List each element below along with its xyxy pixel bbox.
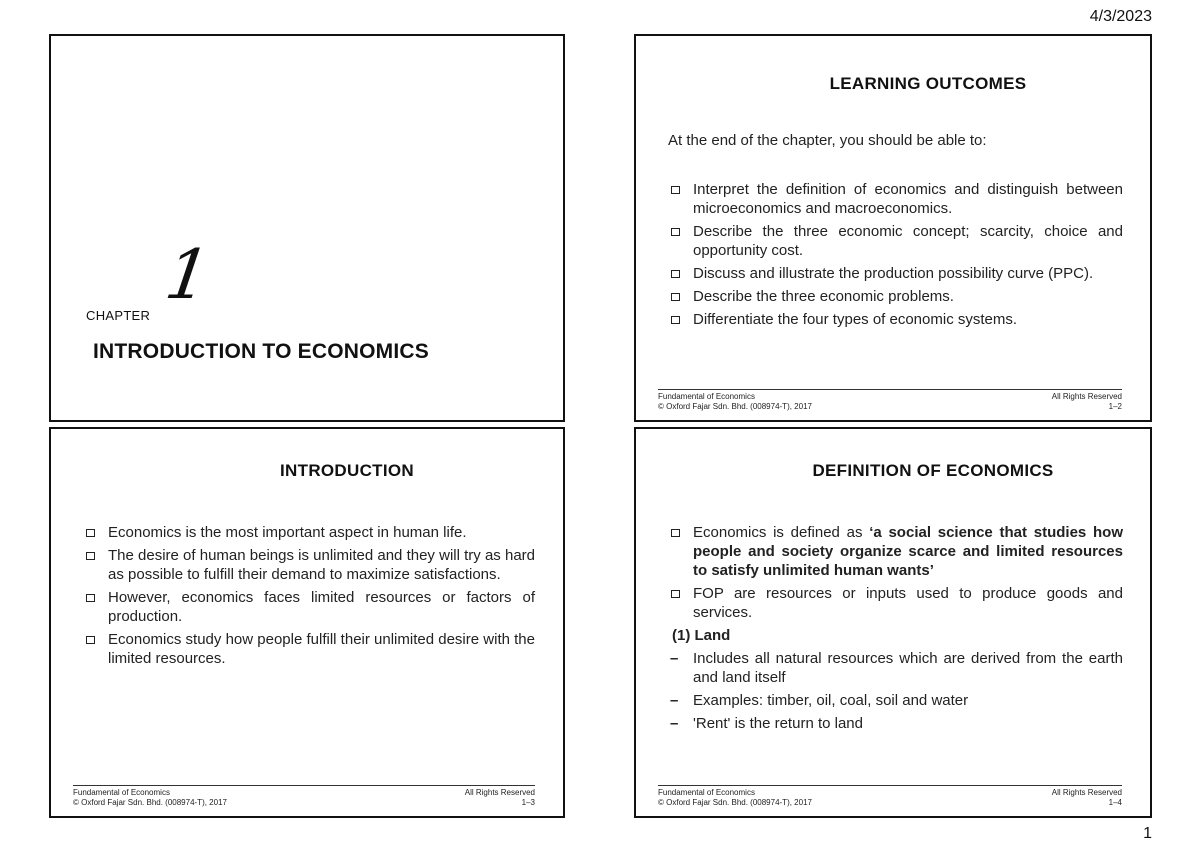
definition-quote: ‘a social science that studies how people and society organize scarce and limited resources to satisfy unlimited human wants’	[693, 524, 1123, 579]
footer-slide-number: 1–3	[521, 798, 535, 807]
dash-item: – 'Rent' is the return to land	[668, 714, 1123, 733]
slide-title: LEARNING OUTCOMES	[829, 74, 1027, 93]
footer-rights: All Rights Reserved	[1051, 392, 1122, 401]
definition-bullet	[668, 523, 1123, 580]
footer-rights: All Rights Reserved	[464, 788, 535, 797]
footer-copyright: © Oxford Fajar Sdn. Bhd. (008974-T), 2017	[658, 402, 812, 411]
footer-copyright: © Oxford Fajar Sdn. Bhd. (008974-T), 2017	[73, 798, 227, 807]
slide-footer	[73, 785, 535, 808]
footer-rights: All Rights Reserved	[1051, 788, 1122, 797]
slide-footer	[658, 389, 1122, 412]
slide-learning-outcomes	[634, 34, 1152, 422]
slide-title: INTRODUCTION	[280, 461, 414, 480]
bullet-item: However, economics faces limited resources or factors of production.	[83, 588, 535, 626]
bullet-list	[668, 523, 1123, 737]
bullet-item: The desire of human beings is unlimited and they will try as hard as possible to fulfill their demand to maximize satisfactions.	[83, 546, 535, 584]
slide-chapter-title	[49, 34, 565, 422]
subheading-land: (1) Land	[672, 627, 731, 644]
slide-title: DEFINITION OF ECONOMICS	[812, 461, 1054, 480]
slide-intro: At the end of the chapter, you should be able to:	[668, 132, 987, 149]
footer-copyright: © Oxford Fajar Sdn. Bhd. (008974-T), 2017	[658, 798, 812, 807]
footer-book-title: Fundamental of Economics	[658, 788, 755, 797]
slide-footer	[658, 785, 1122, 808]
page-date: 4/3/2023	[1089, 8, 1152, 25]
bullet-item: FOP are resources or inputs used to produce goods and services.	[668, 584, 1123, 622]
bullet-item: Discuss and illustrate the production possibility curve (PPC).	[668, 264, 1123, 283]
footer-slide-number: 1–4	[1108, 798, 1122, 807]
chapter-label: CHAPTER	[86, 308, 151, 323]
bullet-item: Describe the three economic problems.	[668, 287, 1123, 306]
chapter-title: INTRODUCTION TO ECONOMICS	[93, 340, 429, 363]
slide-definition	[634, 427, 1152, 818]
chapter-number: 1	[160, 236, 215, 315]
dash-item: – Examples: timber, oil, coal, soil and water	[668, 691, 1123, 710]
dash-item: – Includes all natural resources which are derived from the earth and land itself	[668, 649, 1123, 687]
bullet-list	[83, 523, 535, 672]
bullet-item: Describe the three economic concept; scarcity, choice and opportunity cost.	[668, 222, 1123, 260]
footer-book-title: Fundamental of Economics	[658, 392, 755, 401]
slide-introduction	[49, 427, 565, 818]
bullet-list	[668, 180, 1123, 333]
footer-book-title: Fundamental of Economics	[73, 788, 170, 797]
bullet-item: Differentiate the four types of economic systems.	[668, 310, 1123, 329]
page-number: 1	[1143, 825, 1152, 842]
bullet-item: Economics is the most important aspect in human life.	[83, 523, 535, 542]
bullet-item: Interpret the definition of economics and distinguish between microeconomics and macroeconomics.	[668, 180, 1123, 218]
bullet-item: Economics study how people fulfill their unlimited desire with the limited resources.	[83, 630, 535, 668]
footer-slide-number: 1–2	[1108, 402, 1122, 411]
definition-prefix: Economics is defined as	[693, 524, 870, 541]
